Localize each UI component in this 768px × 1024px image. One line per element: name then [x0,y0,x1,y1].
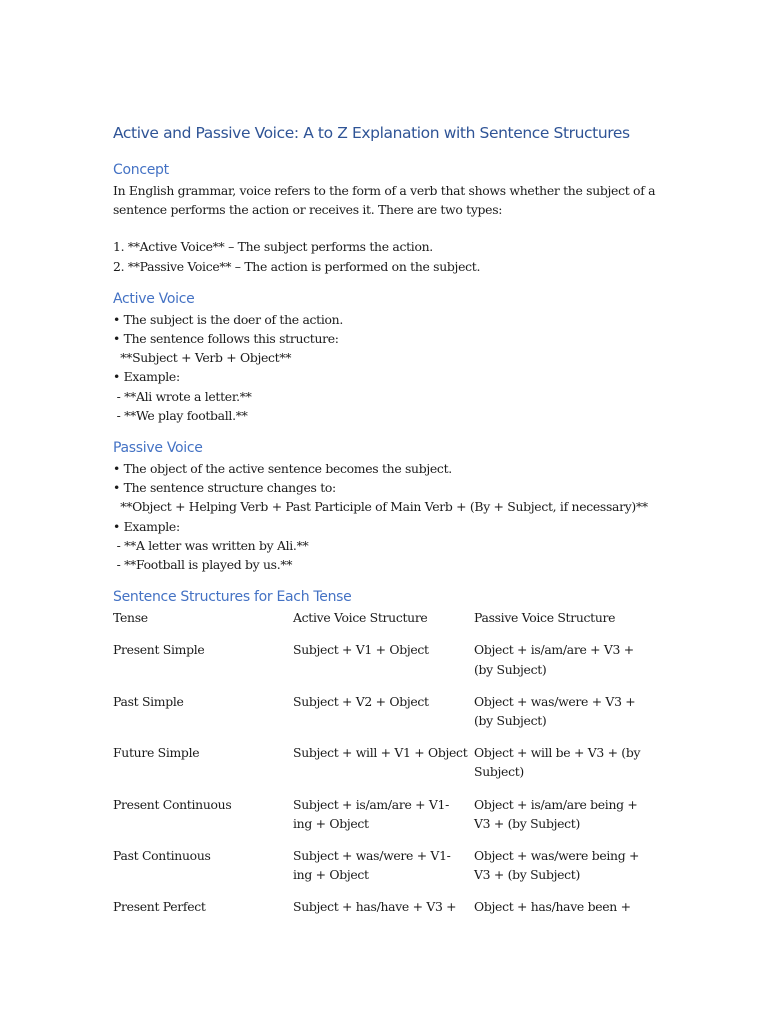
concept-line: sentence performs the action or receives it. There are two types: [113,202,503,218]
active-structure-cell [293,692,474,730]
table-row [113,846,653,884]
passive-voice-heading: Passive Voice [113,440,203,457]
list-item: - **We play football.** [113,407,248,423]
active-structure-cell [293,897,474,916]
list-item: - **Football is played by us.** [113,557,293,573]
sentence-structures-heading: Sentence Structures for Each Tense [113,589,352,606]
table-header-cell: Active Voice Structure [293,610,428,626]
passive-structure-cell [474,640,644,678]
list-item: • The object of the active sentence becomes the subject. [113,461,452,477]
cell-line: Object + has/have been + [474,899,631,915]
list-item: • The sentence follows this structure: [113,331,339,347]
table-row [113,795,653,833]
active-voice-body [113,310,653,425]
cell-line: Object + was/were being + [474,848,640,864]
passive-structure-cell [474,897,644,916]
table-row [113,640,653,678]
concept-list [113,237,653,275]
concept-line: In English grammar, voice refers to the form of a verb that shows whether the subject of a [113,183,656,198]
table-header-cell: Passive Voice Structure [474,610,616,626]
list-item: • The subject is the doer of the action. [113,311,344,327]
cell-line: Object + will be + V3 + (by [474,745,641,761]
cell-line: Subject + has/have + V3 + [293,899,457,915]
list-item: • Example: [113,369,180,385]
cell-line: Subject + will + V1 + Object [293,745,468,761]
active-structure-cell [293,640,474,678]
list-item: • Example: [113,518,180,534]
cell-line: Object + is/am/are + V3 + [474,642,634,658]
cell-line: V3 + (by Subject) [474,815,581,831]
list-item: - **Ali wrote a letter.** [113,388,252,404]
cell-line: Subject + was/were + V1- [293,848,451,864]
cell-line: Subject) [474,764,524,780]
concept-heading: Concept [113,162,169,178]
list-item: 2. **Passive Voice** – The action is performed on the subject. [113,258,481,274]
list-item: - **A letter was written by Ali.** [113,537,309,553]
cell-line: Subject + V2 + Object [293,693,429,709]
tense-cell: Future Simple [113,745,200,761]
passive-structure-cell [474,846,644,884]
cell-line: ing + Object [293,867,369,883]
cell-line: Object + was/were + V3 + [474,693,636,709]
document-title: Active and Passive Voice: A to Z Explanation with Sentence Structures [113,124,630,142]
cell-line: Object + is/am/are being + [474,796,638,812]
active-voice-heading: Active Voice [113,290,195,307]
list-item: **Subject + Verb + Object** [113,350,292,366]
active-structure-cell [293,795,474,833]
tense-cell: Present Simple [113,642,205,658]
tense-cell: Past Continuous [113,848,211,864]
passive-voice-body [113,459,653,574]
cell-line: V3 + (by Subject) [474,867,581,883]
document-content [113,124,656,930]
cell-line: ing + Object [293,815,369,831]
passive-structure-cell [474,743,644,781]
cell-line: Subject + V1 + Object [293,642,429,658]
active-structure-cell [293,743,474,781]
cell-line: (by Subject) [474,661,547,677]
tense-cell: Present Perfect [113,899,206,915]
cell-line: (by Subject) [474,713,547,729]
list-item: **Object + Helping Verb + Past Participle of Main Verb + (By + Subject, if necessary)** [113,499,648,515]
list-item: • The sentence structure changes to: [113,480,336,496]
concept-paragraph [113,181,656,219]
passive-structure-cell [474,692,644,730]
table-header-row [113,608,653,627]
table-row [113,692,653,730]
cell-line: Subject + is/am/are + V1- [293,796,449,812]
active-structure-cell [293,846,474,884]
tense-cell: Present Continuous [113,796,232,812]
table-header-cell: Tense [113,610,148,626]
passive-structure-cell [474,795,644,833]
tense-cell: Past Simple [113,693,184,709]
list-item: 1. **Active Voice** – The subject performs the action. [113,239,433,255]
table-row [113,743,653,781]
table-row [113,897,653,916]
